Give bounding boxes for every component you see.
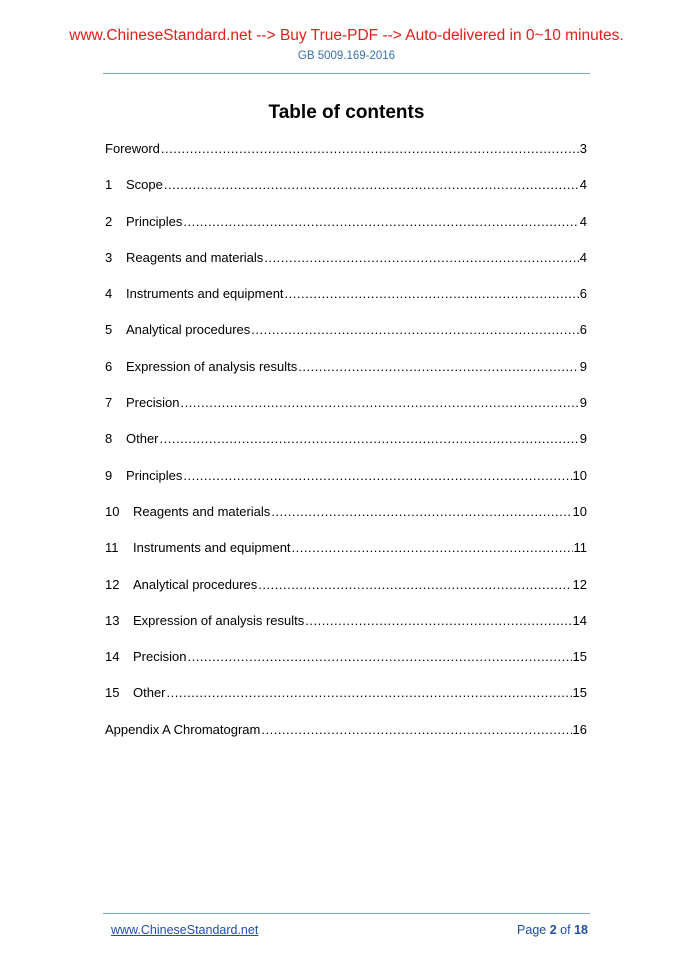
toc-dot-leader (167, 684, 572, 702)
toc-entry-page: 10 (572, 467, 587, 483)
toc-entry-number: 12 (105, 576, 120, 592)
toc-dot-leader (298, 358, 579, 376)
page-of: of (560, 923, 571, 937)
toc-entry[interactable] (105, 430, 587, 466)
toc-entry-number: 5 (105, 322, 113, 338)
toc-entry-number: 1 (105, 177, 113, 193)
toc-entry-page: 14 (572, 612, 587, 628)
toc-entry-number: 15 (105, 685, 120, 701)
page-number (517, 923, 588, 937)
toc-entry[interactable] (105, 684, 587, 720)
toc-entry-label: Reagents and materials (126, 249, 264, 265)
toc-entry[interactable] (105, 358, 587, 394)
toc-entry-number: 8 (105, 431, 113, 447)
toc-entry-label: Reagents and materials (133, 503, 271, 519)
toc-entry-number: 11 (105, 540, 119, 556)
toc-entry-label: Precision (133, 649, 187, 665)
toc-entry-label: Appendix A Chromatogram (105, 721, 261, 737)
toc-entry-page: 16 (572, 721, 587, 737)
toc-entry-page: 9 (579, 431, 587, 447)
toc-dot-leader (251, 321, 578, 339)
toc-dot-leader (305, 612, 571, 630)
toc-entry-page: 4 (579, 177, 587, 193)
toc-dot-leader (292, 539, 573, 557)
toc-entry[interactable] (105, 213, 587, 249)
toc-entry-number: 14 (105, 649, 120, 665)
toc-entry-page: 12 (572, 576, 587, 592)
toc-entry-label: Principles (126, 467, 183, 483)
toc-dot-leader (187, 648, 571, 666)
toc-entry-label: Expression of analysis results (126, 358, 298, 374)
toc-entry-number: 3 (105, 249, 113, 265)
footer-rule (103, 913, 590, 914)
toc-dot-leader (183, 467, 571, 485)
toc-entry[interactable] (105, 394, 587, 430)
toc-entry-label: Instruments and equipment (133, 540, 291, 556)
toc-entry-page: 4 (579, 249, 587, 265)
document-id: GB 5009.169-2016 (297, 50, 396, 62)
toc-entry[interactable] (105, 140, 587, 176)
table-of-contents (105, 140, 587, 757)
toc-entry-number: 2 (105, 213, 113, 229)
toc-entry-page: 15 (572, 685, 587, 701)
toc-entry-label: Analytical procedures (133, 576, 258, 592)
toc-title: Table of contents (268, 102, 425, 123)
toc-dot-leader (271, 503, 571, 521)
toc-entry-page: 3 (579, 141, 587, 156)
toc-entry[interactable] (105, 249, 587, 285)
toc-entry[interactable] (105, 539, 587, 575)
toc-entry-page: 9 (579, 358, 587, 374)
footer-website-link[interactable]: www.ChineseStandard.net (111, 923, 259, 937)
toc-entry-number: 6 (105, 358, 113, 374)
toc-entry-number: 9 (105, 467, 113, 483)
toc-entry[interactable] (105, 467, 587, 503)
toc-entry-number: 4 (105, 286, 113, 302)
toc-entry-label: Scope (126, 177, 163, 193)
toc-dot-leader (183, 213, 578, 231)
toc-entry-page: 10 (572, 503, 587, 519)
toc-entry-label: Analytical procedures (126, 322, 251, 338)
toc-entry-label: Other (133, 685, 166, 701)
toc-entry[interactable] (105, 176, 587, 212)
toc-entry-label: Precision (126, 395, 180, 411)
toc-entry-page: 6 (579, 322, 587, 338)
toc-entry-label: Foreword (105, 141, 160, 156)
toc-dot-leader (258, 576, 571, 594)
toc-entry[interactable] (105, 648, 587, 684)
toc-entry-number: 13 (105, 612, 120, 628)
toc-dot-leader (285, 285, 579, 303)
page-prefix: Page (517, 923, 547, 937)
toc-entry-page: 4 (579, 213, 587, 229)
header-rule (103, 73, 590, 74)
toc-entry-label: Principles (126, 213, 183, 229)
toc-entry-page: 6 (579, 286, 587, 302)
toc-entry-page: 9 (579, 395, 587, 411)
toc-dot-leader (261, 721, 571, 739)
toc-dot-leader (264, 249, 578, 267)
toc-entry-label: Instruments and equipment (126, 286, 284, 302)
toc-entry-number: 10 (105, 503, 120, 519)
toc-entry[interactable] (105, 576, 587, 612)
toc-dot-leader (180, 394, 578, 412)
toc-entry[interactable] (105, 612, 587, 648)
toc-entry-page: 15 (572, 649, 587, 665)
toc-entry[interactable] (105, 721, 587, 757)
toc-entry-number: 7 (105, 395, 113, 411)
toc-dot-leader (160, 430, 579, 448)
toc-entry-label: Other (126, 431, 159, 447)
toc-entry[interactable] (105, 285, 587, 321)
toc-dot-leader (161, 140, 579, 158)
purchase-banner[interactable]: www.ChineseStandard.net --> Buy True-PDF --> Auto-delivered in 0~10 minutes. (69, 27, 624, 44)
toc-entry[interactable] (105, 503, 587, 539)
toc-entry[interactable] (105, 321, 587, 357)
toc-entry-page: 11 (573, 540, 587, 556)
toc-entry-label: Expression of analysis results (133, 612, 305, 628)
page-total: 18 (574, 923, 588, 937)
page-current: 2 (549, 923, 557, 937)
toc-dot-leader (164, 176, 579, 194)
